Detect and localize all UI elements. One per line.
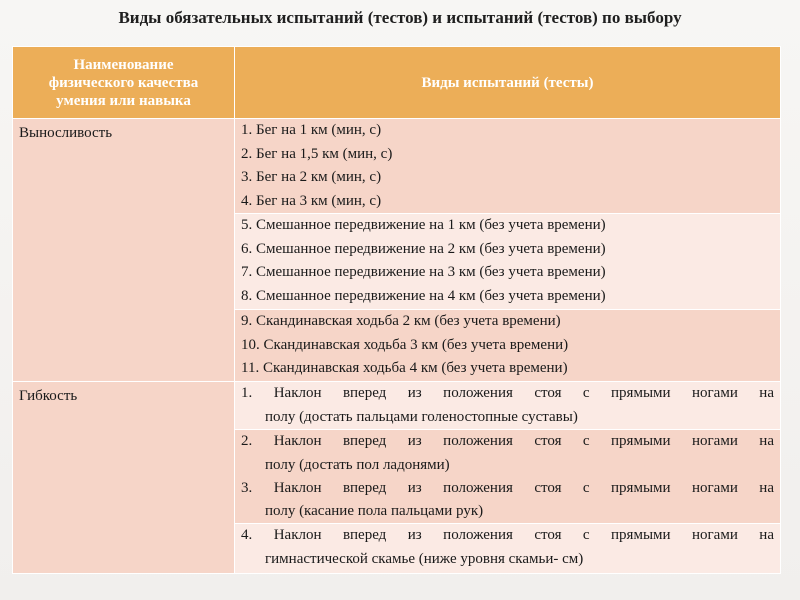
test-item: 9. Скандинавская ходьба 2 км (без учета времени) <box>241 313 561 329</box>
header-quality-line-2: физического качества <box>48 74 199 91</box>
test-item-continuation: полу (касание пола пальцами рук) <box>265 503 484 519</box>
tests-group <box>235 430 781 524</box>
test-item: 8. Смешанное передвижение на 4 км (без учета времени) <box>241 287 606 304</box>
test-item: 3. Наклон вперед из положения стоя с прямыми ногами на <box>241 479 774 496</box>
test-item: 1. Бег на 1 км (мин, с) <box>241 122 382 138</box>
test-item: 4. Наклон вперед из положения стоя с прямыми ногами на <box>241 527 774 543</box>
tests-group <box>235 382 781 430</box>
slide-title: Виды обязательных испытаний (тестов) и испытаний (тестов) по выбору <box>118 8 682 27</box>
test-item-continuation: гимнастической скамье (ниже уровня скамьи- см) <box>265 550 584 567</box>
header-tests: Виды испытаний (тесты) <box>235 47 781 119</box>
test-item: 7. Смешанное передвижение на 3 км (без учета времени) <box>241 264 606 280</box>
test-item: 5. Смешанное передвижение на 1 км (без учета времени) <box>241 217 606 233</box>
test-item-continuation: полу (достать пол ладонями) <box>265 456 450 473</box>
header-quality <box>13 47 235 119</box>
tests-group <box>235 214 781 310</box>
table-row <box>13 119 781 214</box>
test-item: 6. Смешанное передвижение на 2 км (без учета времени) <box>241 240 606 257</box>
test-item: 2. Бег на 1,5 км (мин, с) <box>241 145 393 162</box>
header-quality-line-1: Наименование <box>73 56 174 73</box>
header-row <box>13 47 781 119</box>
header-quality-line-3: умения или навыка <box>56 92 191 109</box>
test-item: 4. Бег на 3 км (мин, с) <box>241 192 382 209</box>
table-row <box>13 382 781 430</box>
quality-cell: Гибкость <box>13 382 235 574</box>
tests-group <box>235 119 781 214</box>
tests-table <box>12 46 781 574</box>
test-item: 3. Бег на 2 км (мин, с) <box>241 169 382 185</box>
test-item: 11. Скандинавская ходьба 4 км (без учета времени) <box>241 360 568 376</box>
quality-cell: Выносливость <box>13 119 235 382</box>
test-item: 1. Наклон вперед из положения стоя с прямыми ногами на <box>241 385 774 401</box>
tests-group <box>235 524 781 574</box>
test-item: 10. Скандинавская ходьба 3 км (без учета времени) <box>241 336 569 353</box>
test-item-continuation: полу (достать пальцами голеностопные суставы) <box>265 408 578 425</box>
test-item: 2. Наклон вперед из положения стоя с прямыми ногами на <box>241 433 774 449</box>
tests-group <box>235 310 781 382</box>
